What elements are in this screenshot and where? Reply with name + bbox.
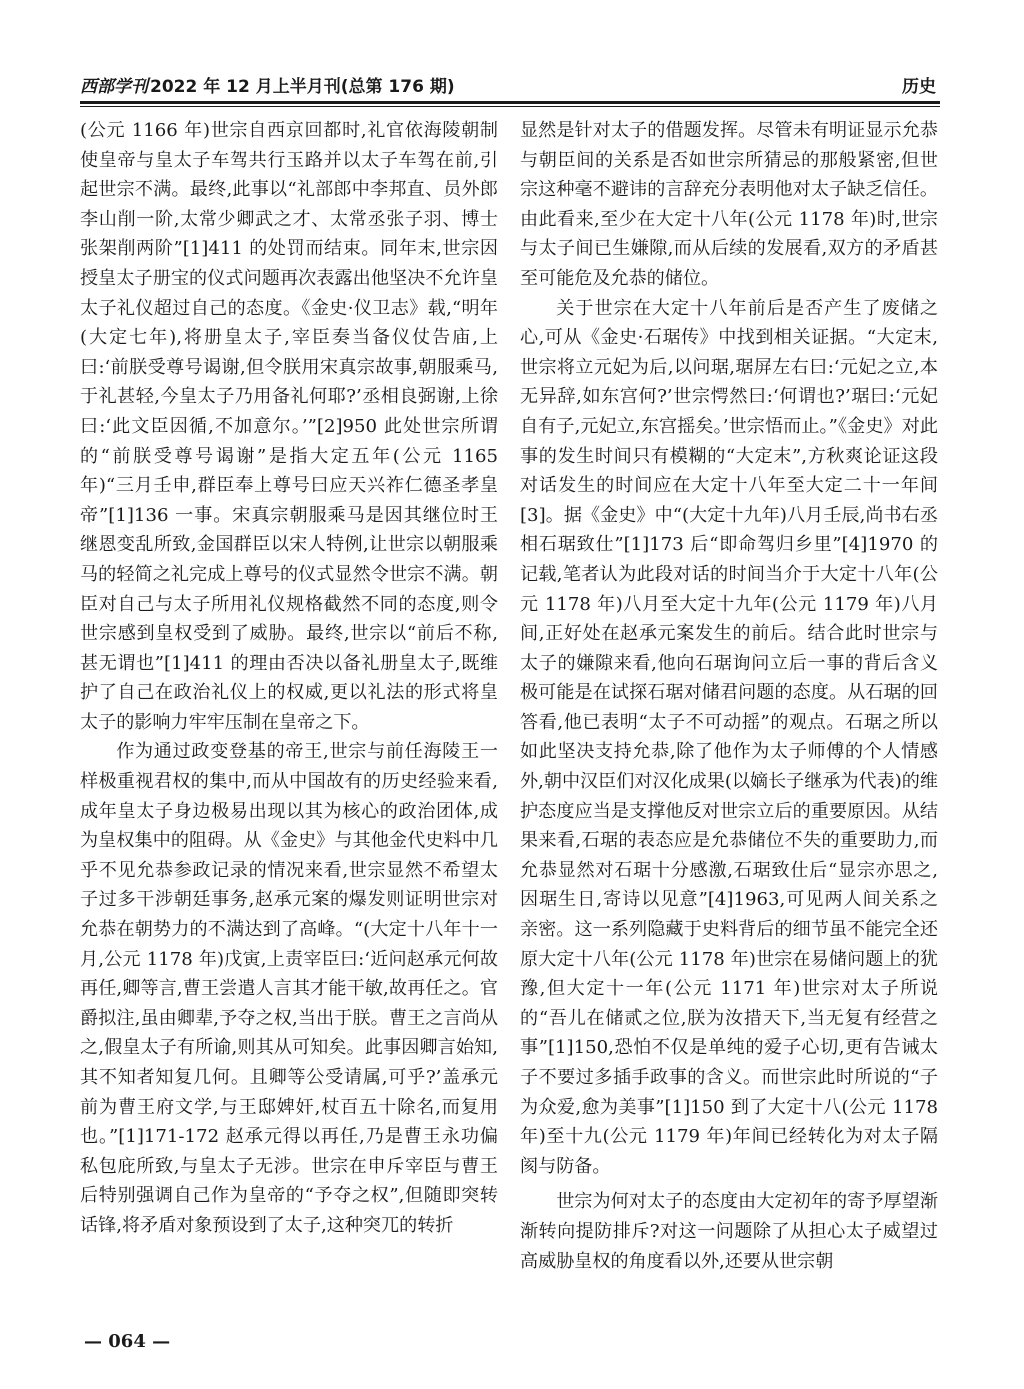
paragraph: 世宗为何对太子的态度由大定初年的寄予厚望渐渐转向提防排斥?对这一问题除了从担心太子威望过高威胁皇权的角度看以外,还要从世宗朝 bbox=[520, 1191, 938, 1272]
journal-logo: 西部学刊 bbox=[80, 77, 148, 97]
journal-title bbox=[80, 72, 455, 97]
page-number: — 064 — bbox=[84, 1331, 171, 1352]
right-column bbox=[520, 116, 938, 1321]
header-rule bbox=[80, 101, 940, 104]
header-rule-thin bbox=[80, 106, 940, 107]
left-column bbox=[80, 116, 498, 1321]
section-label: 历史 bbox=[902, 77, 936, 97]
paragraph: 作为通过政变登基的帝王,世宗与前任海陵王一样极重视君权的集中,而从中国故有的历史经验来看,成年皇太子身边极易出现以其为核心的政治团体,成为皇权集中的阻碍。从《金史》与其他金代史料中几乎不见允恭参政记录的情况来看,世宗显然不希望太子过多干涉朝廷事务,赵承元案的爆发则证明世宗对允恭在朝势力的不满达到了高峰。“(大定十八年十一月,公元 1178 年)戊寅,上责宰臣曰:‘近问赵承元何故再任,卿等言,曹王尝遣人言其才能干敏,故再任之。官爵拟注,虽由卿辈,予夺之权,当出于朕。曹王之言尚从之,假皇太子有所谕,则其从可知矣。此事因卿言始知,其不知者知复几何。且卿等公受请属,可乎?’盖承元前为曹王府文学,与王邸婢奸,杖百五十除名,而复用也。”[1]171-172 赵承元得以再任,乃是曹王永功偏私包庇所致,与皇太子无涉。世宗在申斥宰臣与曹王后特别强调自己作为皇帝的“予夺之权”,但随即突转话锋,将矛盾对象预设到了太子,这种突兀的转折 bbox=[80, 741, 498, 1236]
journal-issue: 2022 年 12 月上半月刊(总第 176 期) bbox=[150, 77, 455, 97]
page-header bbox=[80, 66, 940, 102]
paragraph: 显然是针对太子的借题发挥。尽管未有明证显示允恭与朝臣间的关系是否如世宗所猜忌的那般紧密,但世宗这种毫不避讳的言辞充分表明他对太子缺乏信任。由此看来,至少在大定十八年(公元 1178 年)时,世宗与太子间已生嫌隙,而从后续的发展看,双方的矛盾甚至可能危及允恭的储位。 bbox=[520, 120, 938, 289]
paragraph: (公元 1166 年)世宗自西京回都时,礼官依海陵朝制使皇帝与皇太子车驾共行玉路并以太子车驾在前,引起世宗不满。最终,此事以“礼部郎中李邦直、员外郎李山削一阶,太常少卿武之才、太常丞张子羽、博士张架削两阶”[1]411 的处罚而结束。同年末,世宗因授皇太子册宝的仪式问题再次表露出他坚决不允许皇太子礼仪超过自己的态度。《金史·仪卫志》载,“明年(大定七年),将册皇太子,宰臣奏当备仪仗告庙,上曰:‘前朕受尊号谒谢,但令朕用宋真宗故事,朝服乘马,于礼甚轻,今皇太子乃用备礼何耶?’丞相良弼谢,上徐曰:‘此文臣因循,不加意尔。’”[2]950 此处世宗所谓的“前朕受尊号谒谢”是指大定五年(公元 1165 年)“三月壬申,群臣奉上尊号曰应天兴祚仁德圣孝皇帝”[1]136 一事。宋真宗朝服乘马是因其继位时王继恩变乱所致,金国群臣以宋人特例,让世宗以朝服乘马的轻简之礼完成上尊号的仪式显然令世宗不满。朝臣对自己与太子所用礼仪规格截然不同的态度,则令世宗感到皇权受到了威胁。最终,世宗以“前后不称,甚无谓也”[1]411 的理由否决以备礼册皇太子,既维护了自己在政治礼仪上的权威,更以礼法的形式将皇太子的影响力牢牢压制在皇帝之下。 bbox=[80, 120, 498, 733]
paragraph: 关于世宗在大定十八年前后是否产生了废储之心,可从《金史·石琚传》中找到相关证据。“大定末,世宗将立元妃为后,以问琚,琚屏左右曰:‘元妃之立,本无异辞,如东宫何?’世宗愕然曰:‘何谓也?’琚曰:‘元妃自有子,元妃立,东宫摇矣。’世宗悟而止。”《金史》对此事的发生时间只有模糊的“大定末”,方秋爽论证这段对话发生的时间应在大定十八年至大定二十一年间[3]。据《金史》中“(大定十九年)八月壬辰,尚书右丞相石琚致仕”[1]173 后“即命驾归乡里”[4]1970 的记载,笔者认为此段对话的时间当介于大定十八年(公元 1178 年)八月至大定十九年(公元 1179 年)八月间,正好处在赵承元案发生的前后。结合此时世宗与太子的嫌隙来看,他向石琚询问立后一事的背后含义极可能是在试探石琚对储君问题的态度。从石琚的回答看,他已表明“太子不可动摇”的观点。石琚之所以如此坚决支持允恭,除了他作为太子师傅的个人情感外,朝中汉臣们对汉化成果(以嫡长子继承为代表)的维护态度应当是支撑他反对世宗立后的重要原因。从结果来看,石琚的表态应是允恭储位不失的重要助力,而允恭显然对石琚十分感激,石琚致仕后“显宗亦思之,因琚生日,寄诗以见意”[4]1963,可见两人间关系之亲密。这一系列隐藏于史料背后的细节虽不能完全还原大定十八年(公元 1178 年)世宗在易储问题上的犹豫,但大定十一年(公元 1171 年)世宗对太子所说的“吾儿在储贰之位,朕为汝措天下,当无复有经营之事”[1]150,恐怕不仅是单纯的爱子心切,更有告诫太子不要过多插手政事的含义。而世宗此时所说的“子为众爱,愈为美事”[1]150 到了大定十八(公元 1178 年)至十九(公元 1179 年)年间已经转化为对太子隔阂与防备。 bbox=[520, 297, 938, 1177]
